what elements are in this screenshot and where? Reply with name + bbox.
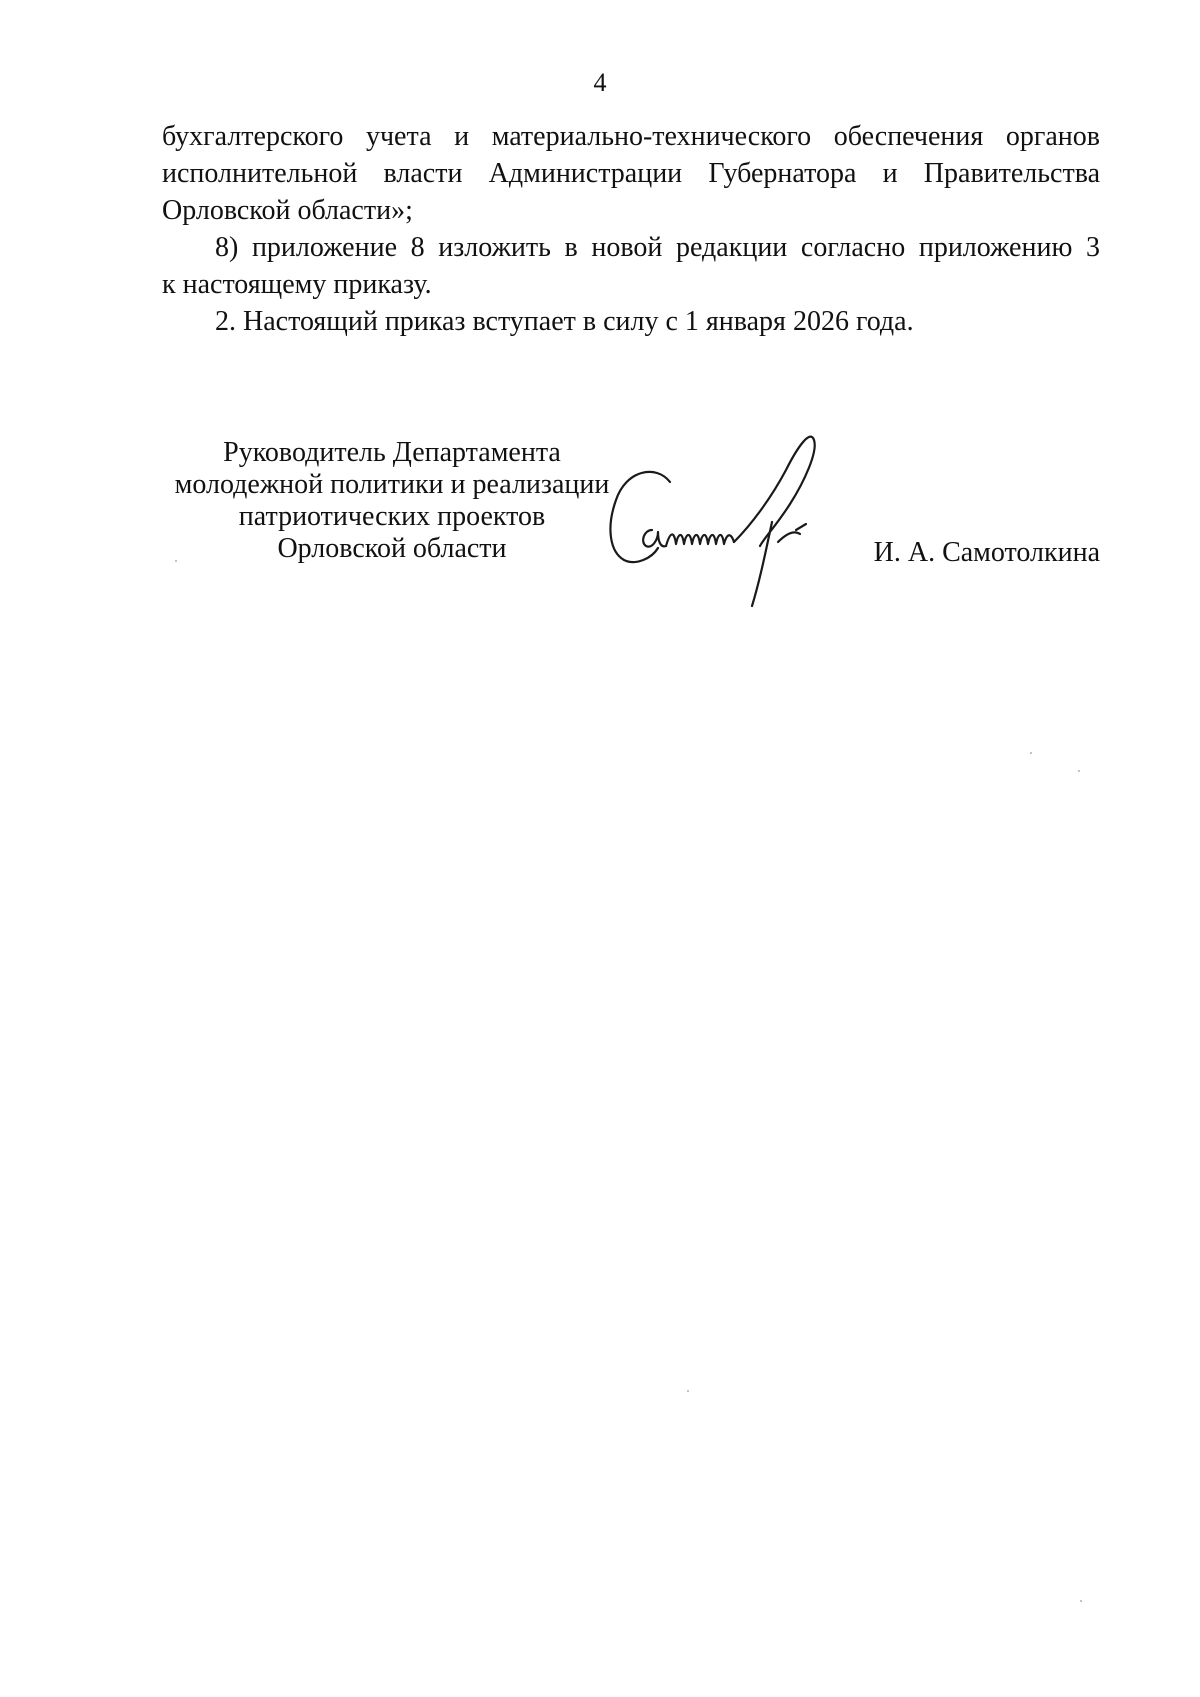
position-line-3: патриотических проектов <box>238 501 546 532</box>
scan-speck <box>1030 752 1032 754</box>
signer-name: И. А. Самотолкина <box>873 537 1100 568</box>
scan-speck <box>687 1390 689 1392</box>
continuation-line-1: бухгалтерского учета и материально-технического обеспечения органов <box>162 121 1100 152</box>
scan-speck <box>175 560 177 562</box>
item-8-paragraph <box>162 229 1100 303</box>
position-line-2: молодежной политики и реализации <box>174 469 610 500</box>
scan-speck <box>1080 1600 1082 1602</box>
item-8-line-2: к настоящему приказу. <box>162 269 432 300</box>
continuation-line-2: исполнительной власти Администрации Губернатора и Правительства <box>162 158 1100 189</box>
item-2-line: 2. Настоящий приказ вступает в силу с 1 января 2026 года. <box>215 306 914 337</box>
page-number: 4 <box>593 68 607 97</box>
item-2-paragraph <box>162 303 1100 340</box>
continuation-line-3: Орловской области»; <box>162 195 413 226</box>
handwritten-signature <box>600 430 860 620</box>
position-line-4: Орловской области <box>277 533 507 564</box>
continuation-paragraph <box>162 118 1100 229</box>
item-8-line-1: 8) приложение 8 изложить в новой редакции согласно приложению 3 <box>215 232 1100 263</box>
position-line-1: Руководитель Департамента <box>223 437 561 468</box>
signatory-position <box>162 437 622 565</box>
scan-speck <box>1078 770 1080 772</box>
